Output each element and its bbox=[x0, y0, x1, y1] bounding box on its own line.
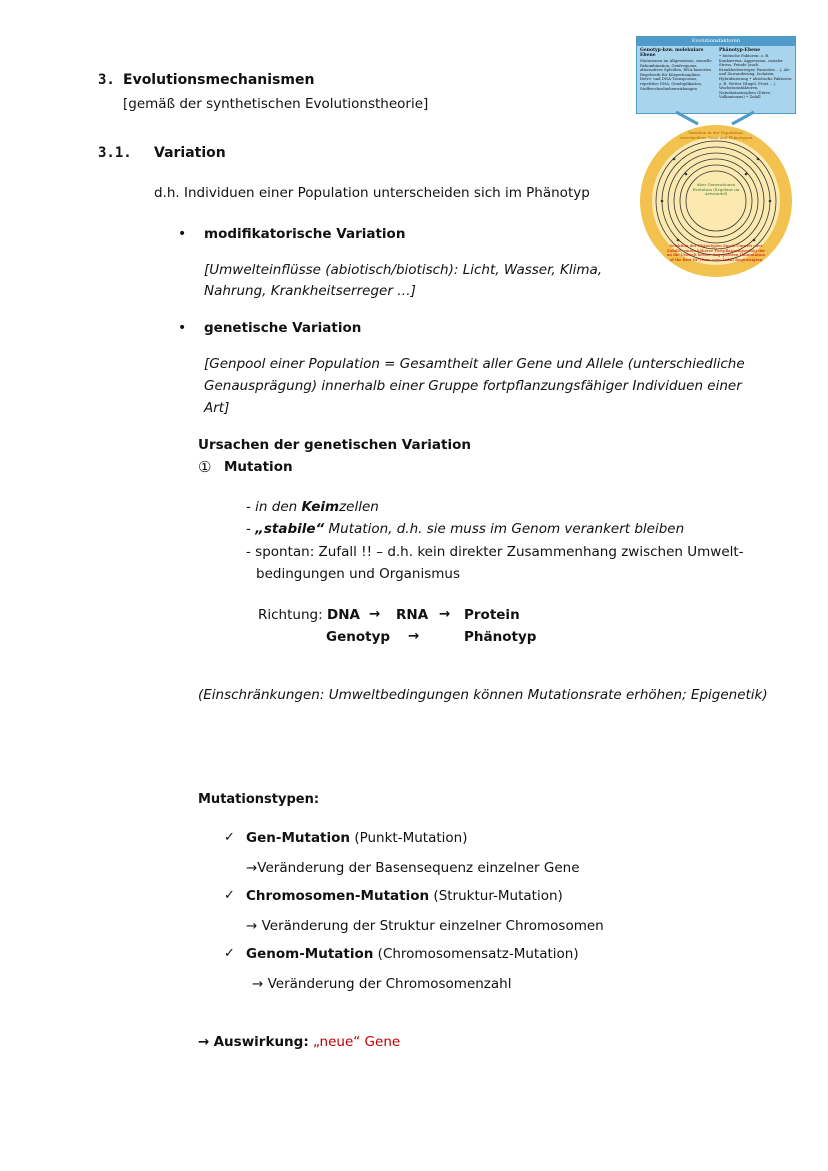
mutation-type-title: Genom-Mutation bbox=[246, 946, 374, 962]
effect-value: „neue“ Gene bbox=[313, 1034, 401, 1050]
arrow-right-icon: → bbox=[439, 606, 451, 622]
mutation-type-paren: (Struktur-Mutation) bbox=[433, 888, 563, 904]
bullet: • bbox=[178, 226, 187, 242]
section-subtitle: [gemäß der synthetischen Evolutionstheorie] bbox=[123, 96, 429, 112]
direction-phaenotyp: Phänotyp bbox=[464, 629, 537, 645]
restrictions-note: (Einschränkungen: Umweltbedingungen können Mutationsrate erhöhen; Epigenetik) bbox=[198, 687, 768, 703]
variation-detail-line: [Genpool einer Population = Gesamtheit aller Gene und Allele (unterschiedliche bbox=[204, 356, 745, 372]
subsection-number: 3.1. bbox=[98, 145, 132, 161]
arrow-right-icon: → bbox=[408, 628, 420, 644]
direction-protein: Protein bbox=[464, 607, 520, 623]
mutation-type-gene bbox=[246, 830, 468, 846]
causes-heading: Ursachen der genetischen Variation bbox=[198, 437, 471, 453]
point-suffix: zellen bbox=[339, 499, 379, 515]
figure-left-heading: Genotyp-bzw. molekulare Ebene bbox=[640, 48, 704, 58]
circled-number-one: ① bbox=[198, 458, 212, 476]
checkmark-icon: ✓ bbox=[224, 946, 235, 961]
mutation-point-spontaneous: - spontan: Zufall !! – d.h. kein direkter Zusammenhang zwischen Umwelt- bbox=[246, 544, 744, 560]
arrow-down-icon bbox=[676, 112, 698, 124]
mutation-point-germ-cells bbox=[246, 499, 379, 515]
variation-detail-line: Nahrung, Krankheitserreger …] bbox=[204, 283, 416, 299]
circle-top-text: Variation in der Population: verschiedene Gene und Phänotypen bbox=[679, 130, 753, 140]
arrow-right-icon: → bbox=[369, 606, 381, 622]
figure-right-text: • biotische Faktoren: z. B. Konkurrenz, Aggression, sozialer Stress, Feinde (auch Krankheitserreger, Parasiten …), Ab- und Zuwanderung, Isolation, Hybridisierung • abiotische Faktoren: z. B. Wetter (Hagel, Frost …), Wachstumsfaktoren, Naturkatastrophen (Dürre, Vulkanismus) • Zufall bbox=[719, 53, 793, 100]
mutation-type-paren: (Punkt-Mutation) bbox=[354, 830, 468, 846]
effect-line bbox=[198, 1034, 400, 1050]
mutation-point-stable bbox=[246, 521, 684, 537]
figure-left-text: Mutationen im Allgemeinen, sexuelle Rekombination, Genfrequenz, alternatives Spleißen, RNA-basiertes Regelwerk für Körperbaupläne, Retro- und DNA-Transposons, repetitive DNA, Genduplikation, Stoffwechselnebenwirkungen bbox=[640, 58, 712, 91]
direction-dna: DNA bbox=[327, 607, 360, 623]
variation-detail-line: [Umwelteinflüsse (abiotisch/biotisch): Licht, Wasser, Klima, bbox=[204, 262, 603, 278]
direction-genotyp: Genotyp bbox=[326, 629, 391, 645]
point-prefix: - in den bbox=[246, 499, 302, 515]
arrow-down-icon bbox=[732, 112, 754, 124]
direction-label: Richtung: bbox=[258, 607, 323, 623]
direction-rna: RNA bbox=[396, 607, 429, 623]
variation-definition: d.h. Individuen einer Population unterscheiden sich im Phänotyp bbox=[154, 185, 590, 201]
point-suffix: Mutation, d.h. sie muss im Genom verankert bleiben bbox=[324, 521, 685, 537]
variation-detail-line: Genausprägung) innerhalb einer Gruppe fortpflanzungsfähiger Individuen einer bbox=[204, 378, 742, 394]
variation-detail-line: Art] bbox=[204, 400, 230, 416]
point-bold: „stabile“ bbox=[255, 521, 325, 537]
arrow-right-icon: → bbox=[198, 1034, 210, 1050]
section-title: Evolutionsmechanismen bbox=[123, 72, 315, 88]
mutation-type-desc: →Veränderung der Basensequenz einzelner Gene bbox=[246, 860, 580, 876]
variation-type-title: modifikatorische Variation bbox=[204, 226, 406, 242]
mutation-type-chromosome bbox=[246, 888, 563, 904]
variation-type-title: genetische Variation bbox=[204, 320, 362, 336]
mutation-type-title: Chromosomen-Mutation bbox=[246, 888, 430, 904]
mutation-type-title: Gen-Mutation bbox=[246, 830, 351, 846]
section-number: 3. bbox=[98, 72, 115, 88]
mutation-point-spontaneous-cont: bedingungen und Organismus bbox=[256, 566, 460, 582]
figure-factors-box bbox=[636, 36, 796, 114]
mutation-type-genome bbox=[246, 946, 579, 962]
figure-title: Evolutionsfaktoren bbox=[637, 37, 795, 46]
checkmark-icon: ✓ bbox=[224, 888, 235, 903]
mutation-type-desc: → Veränderung der Struktur einzelner Chromosomen bbox=[246, 918, 604, 934]
subsection-title: Variation bbox=[154, 145, 226, 161]
point-prefix: - bbox=[246, 521, 256, 537]
circle-bottom-text: Selektion der Phänotypen durch Umwelt oder Zufalls; einem höherer Fortpflanzungserfolg der an die Umwelt besser Angepassten (Allmutation of the Best fit*) bzw. vom Zufall Begünstigten bbox=[666, 243, 766, 262]
cause-mutation-title: Mutation bbox=[224, 459, 293, 475]
mutation-types-heading: Mutationstypen: bbox=[198, 792, 320, 807]
figure-right-heading: Phänotyp-Ebene bbox=[719, 48, 761, 53]
evolution-factors-figure bbox=[636, 36, 796, 276]
checkmark-icon: ✓ bbox=[224, 830, 235, 845]
point-bold: Keim bbox=[301, 499, 340, 515]
mutation-type-paren: (Chromosomensatz-Mutation) bbox=[377, 946, 579, 962]
effect-label: Auswirkung: bbox=[213, 1034, 309, 1050]
bullet: • bbox=[178, 320, 187, 336]
mutation-type-desc: → Veränderung der Chromosomenzahl bbox=[252, 976, 512, 992]
circle-center-text: über Generationen Evolution (Ergebnis im Artwandel) bbox=[692, 182, 740, 197]
